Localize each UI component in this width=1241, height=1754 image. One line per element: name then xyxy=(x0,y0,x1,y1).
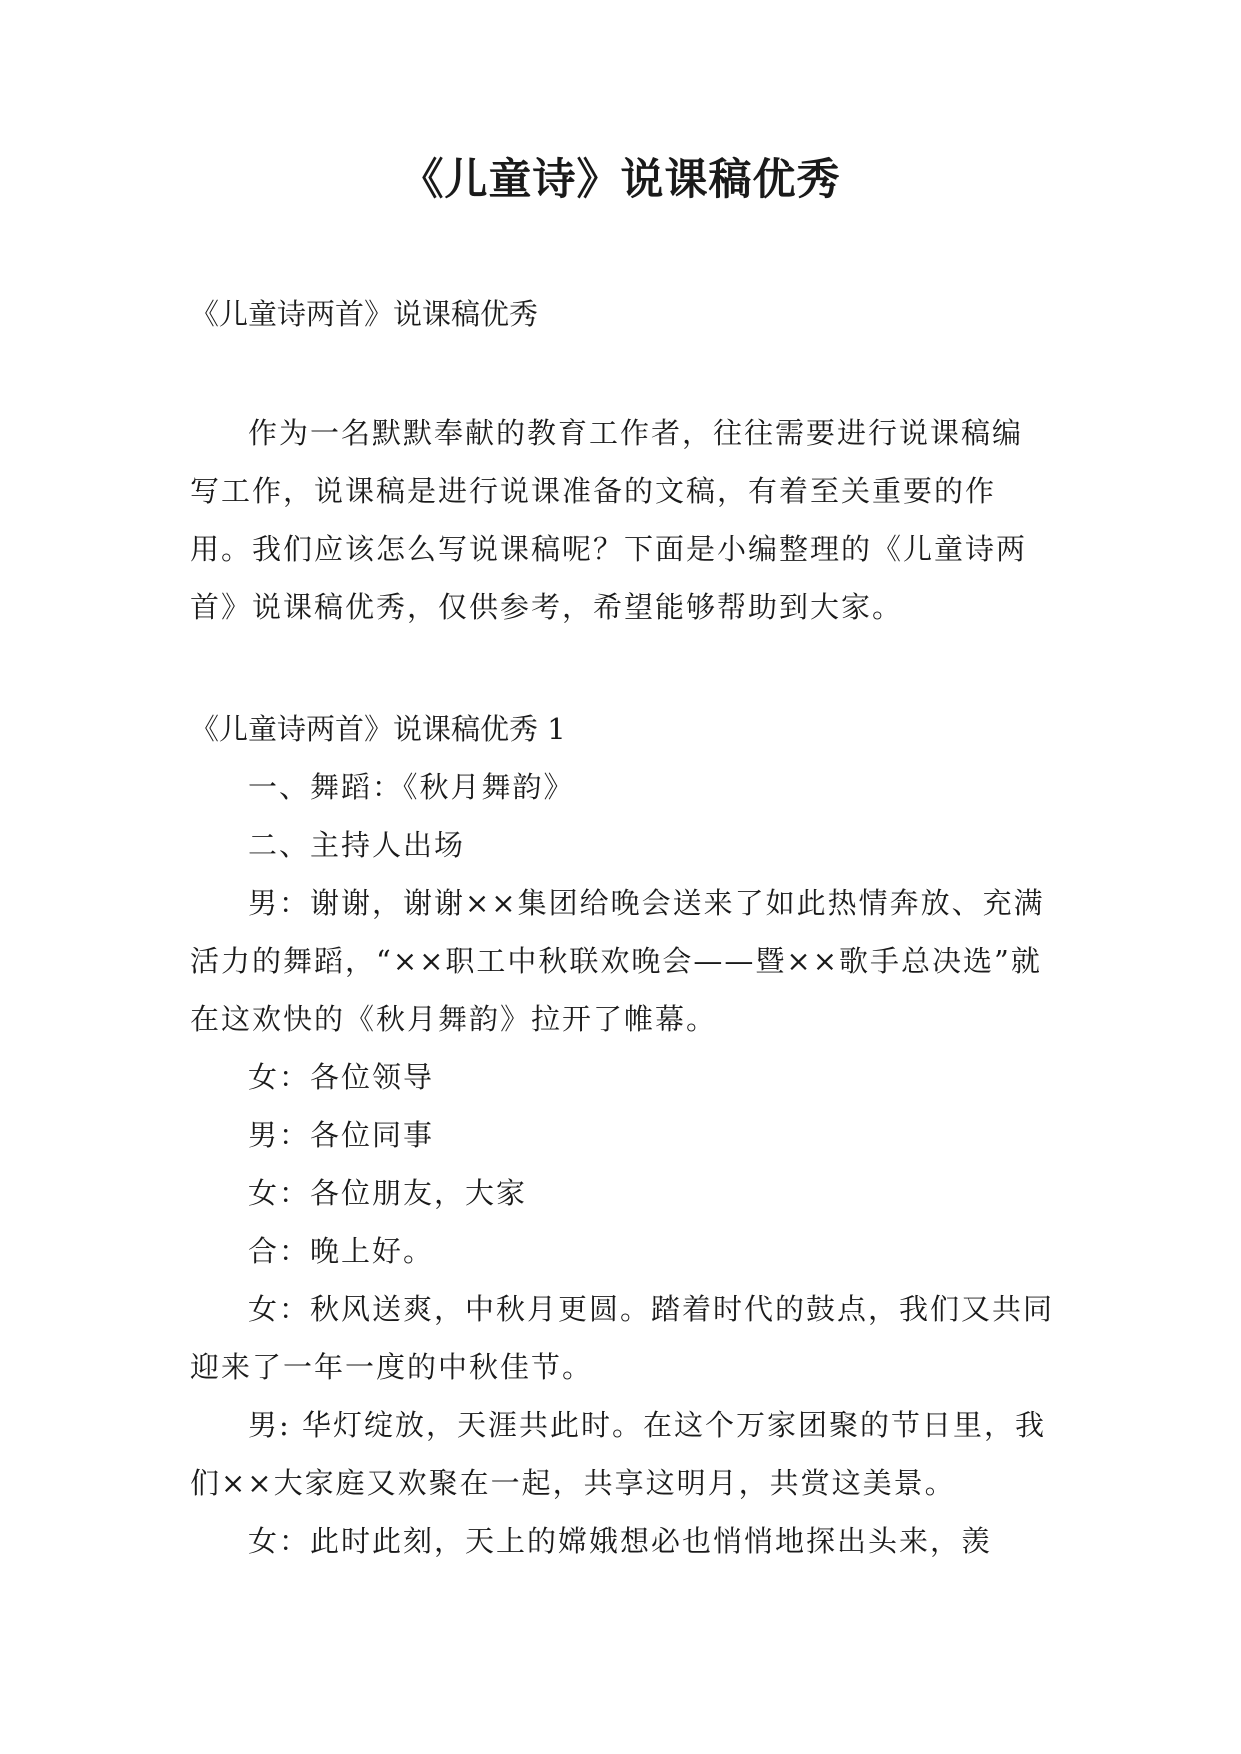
section-heading: 《儿童诗两首》说课稿优秀 1 xyxy=(190,712,566,746)
paragraph-male-colleagues: 男：各位同事 xyxy=(248,1118,435,1152)
paragraph-host-entrance: 二、主持人出场 xyxy=(248,828,466,862)
paragraph-female-change: 女：此时此刻，天上的嫦娥想必也悄悄地探出头来，羡 xyxy=(248,1524,993,1558)
paragraph-male-thanks: 男：谢谢，谢谢××集团给晚会送来了如此热情奔放、充满活力的舞蹈，“××职工中秋联欢晚会——暨××歌手总决选”就在这欢快的《秋月舞韵》拉开了帷幕。 xyxy=(190,886,1045,1036)
paragraph-male-lanterns: 男: 华灯绽放，天涯共此时。在这个万家团聚的节日里，我们××大家庭又欢聚在一起，共享这明月，共赏这美景。 xyxy=(190,1408,1046,1500)
paragraph-female-autumn: 女：秋风送爽，中秋月更圆。踏着时代的鼓点，我们又共同迎来了一年一度的中秋佳节。 xyxy=(190,1292,1055,1384)
section-1 xyxy=(190,700,1062,1570)
paragraph-dance: 一、舞蹈：《秋月舞韵》 xyxy=(248,770,575,804)
paragraph-female-leaders: 女：各位领导 xyxy=(248,1060,435,1094)
document-title: 《儿童诗》说课稿优秀 xyxy=(400,155,841,205)
document-subtitle: 《儿童诗两首》说课稿优秀 xyxy=(190,297,539,331)
intro-paragraph: 作为一名默默奉献的教育工作者，往往需要进行说课稿编写工作，说课稿是进行说课准备的文稿，有着至关重要的作用。我们应该怎么写说课稿呢？下面是小编整理的《儿童诗两首》说课稿优秀，仅供参考，希望能够帮助到大家。 xyxy=(190,416,1028,624)
paragraph-together-greeting: 合：晚上好。 xyxy=(248,1234,435,1268)
paragraph-female-friends: 女：各位朋友，大家 xyxy=(248,1176,528,1210)
